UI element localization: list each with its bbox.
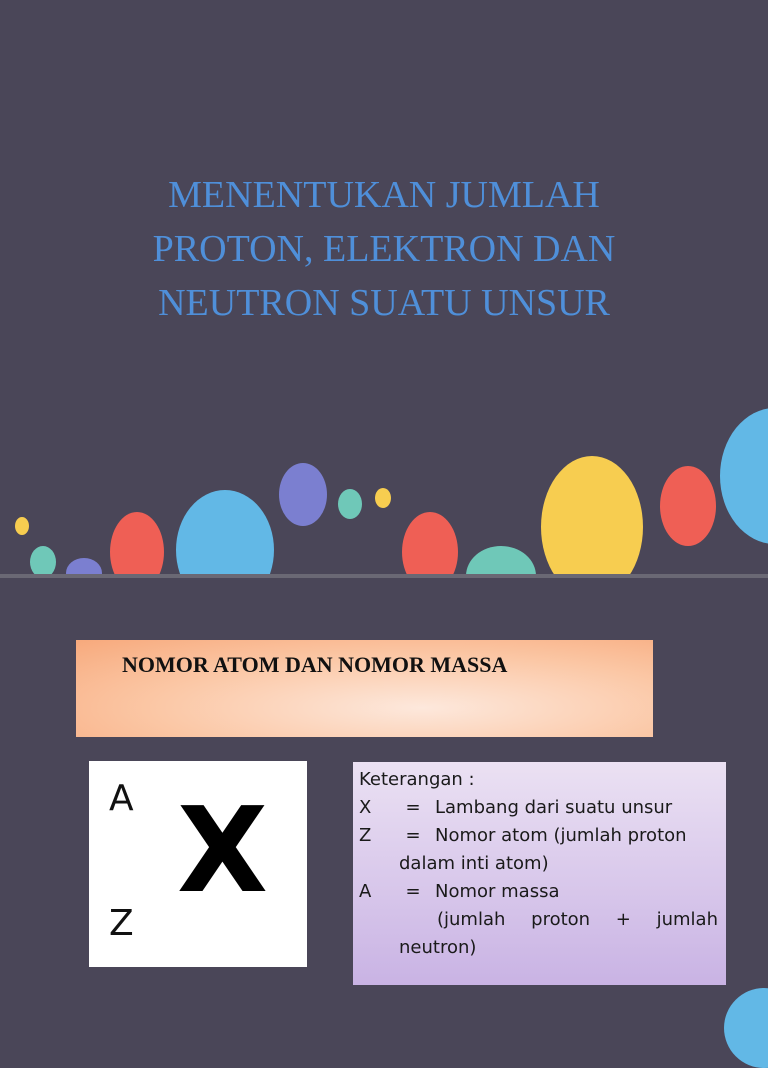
legend-key-z: Z: [359, 825, 372, 846]
legend-eq-a: =: [405, 881, 421, 902]
slide-title-line-3: NEUTRON SUATU UNSUR: [158, 282, 610, 324]
slide-title-line-1: MENENTUKAN JUMLAH: [168, 174, 600, 216]
bubble-teal-mid: [338, 489, 362, 519]
legend-eq-x: =: [405, 797, 421, 818]
slide-title: [0, 168, 768, 330]
legend-desc-z-cont: dalam inti atom): [399, 853, 549, 874]
legend-heading: Keterangan :: [359, 769, 475, 790]
legend-desc-a-cont-1: (jumlah proton + jumlah: [437, 909, 718, 930]
legend-desc-x: Lambang dari suatu unsur: [435, 797, 673, 818]
decorative-bubbles: [0, 380, 768, 576]
bubble-blue-corner: [724, 988, 768, 1068]
legend-eq-z: =: [405, 825, 421, 846]
bubble-yellow-large: [541, 456, 643, 576]
legend-desc-a-cont-2: neutron): [399, 937, 477, 958]
mass-number-label: A: [109, 778, 134, 819]
bubble-purple-mid: [279, 463, 327, 526]
bubble-red-right: [660, 466, 716, 546]
legend-key-a: A: [359, 881, 372, 902]
legend-row-z: [359, 822, 718, 850]
bubble-yellow-mid: [375, 488, 391, 508]
legend-desc-z: Nomor atom (jumlah proton: [435, 825, 687, 846]
legend-desc-a: Nomor massa: [435, 881, 560, 902]
section-divider: [0, 574, 768, 578]
bubble-yellow-small: [15, 517, 29, 535]
bubble-teal-small: [30, 546, 56, 576]
legend-box: [353, 762, 726, 985]
element-symbol: X: [177, 781, 268, 919]
bubble-red-mid: [402, 512, 458, 576]
legend-key-x: X: [359, 797, 372, 818]
nuclide-notation: [89, 761, 307, 967]
atomic-number-label: Z: [109, 903, 134, 944]
slide-title-line-2: PROTON, ELEKTRON DAN: [152, 228, 616, 270]
bubble-blue-right: [720, 408, 768, 544]
bubble-teal-large: [466, 546, 536, 576]
section-title: NOMOR ATOM DAN NOMOR MASSA: [122, 652, 508, 677]
bubble-red-left: [110, 512, 164, 576]
section-header-box: [76, 640, 653, 737]
legend-row-a: [359, 878, 718, 906]
legend-row-x: [359, 794, 718, 822]
bubble-blue-left: [176, 490, 274, 576]
